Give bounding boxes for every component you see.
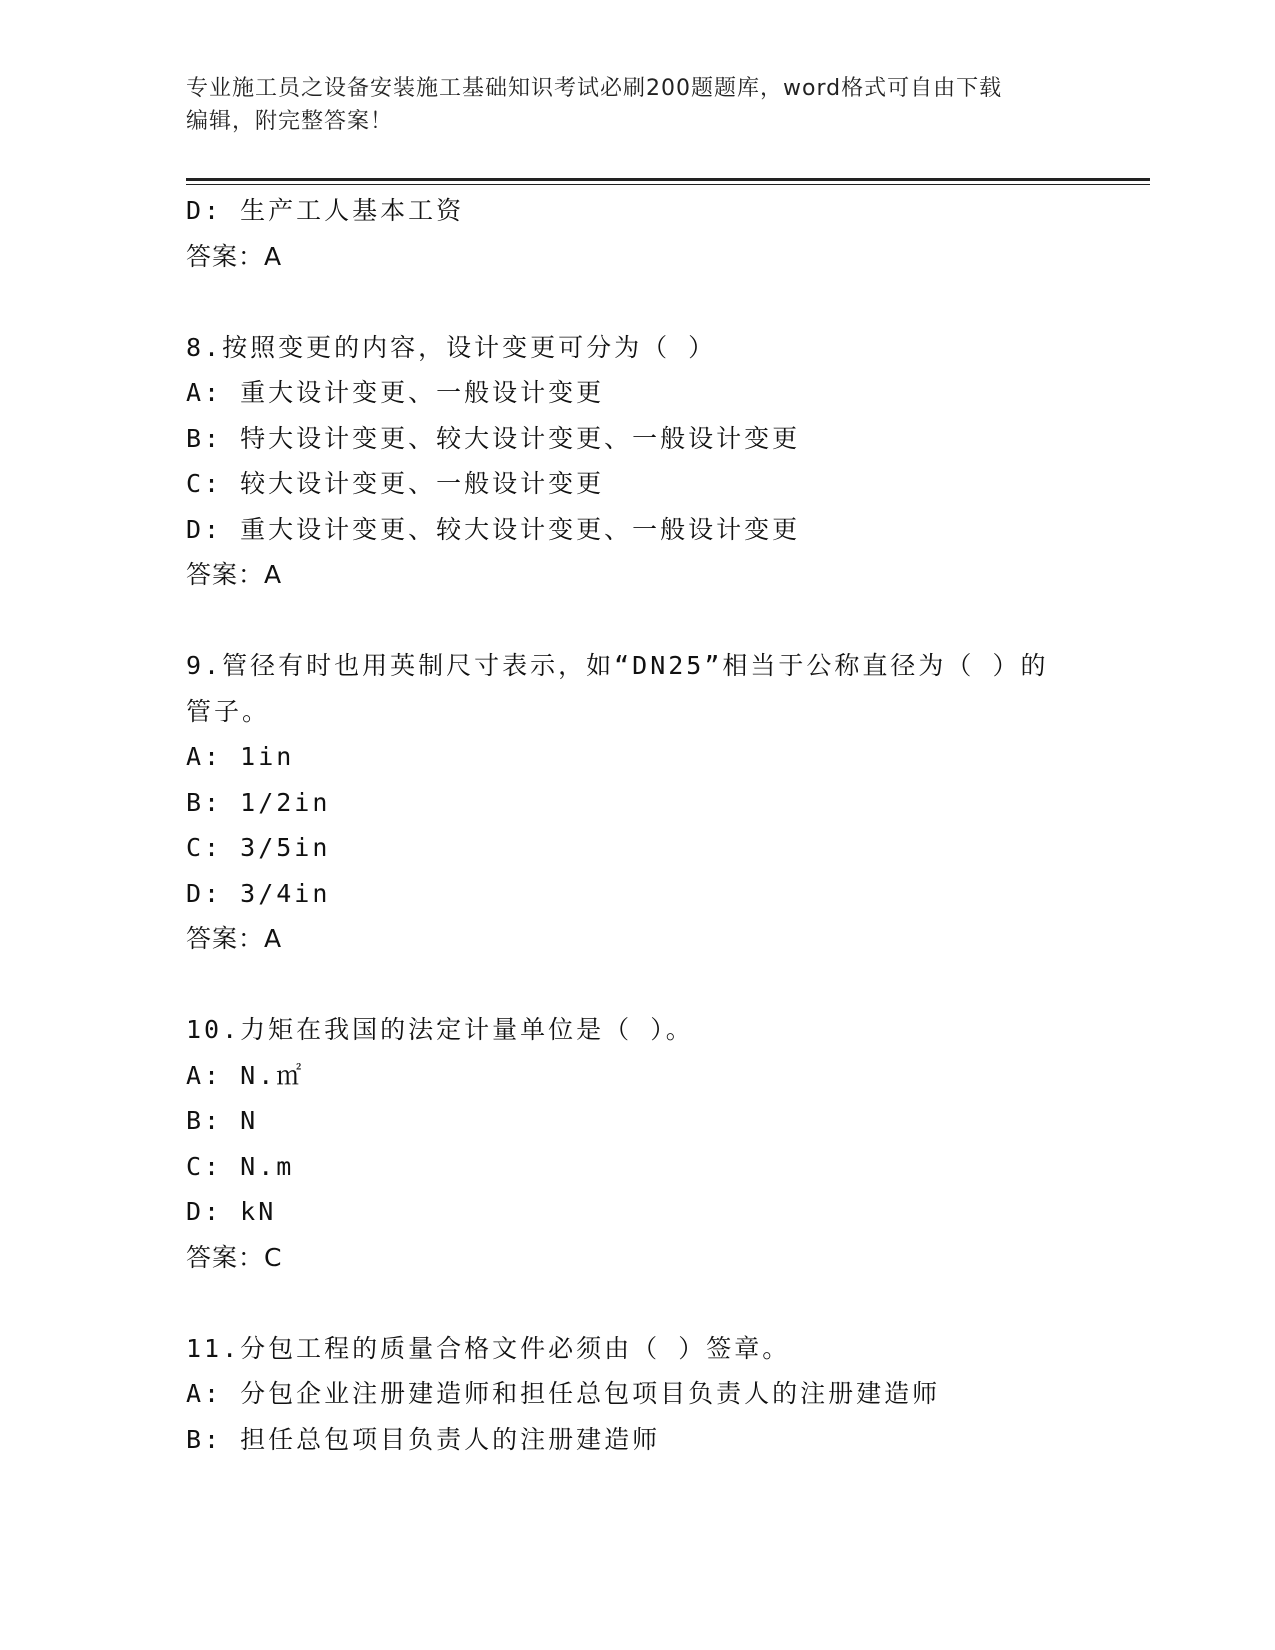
question-stem: 11.分包工程的质量合格文件必须由（ ）签章。 — [186, 1333, 791, 1363]
option-d: D: kN — [186, 1197, 277, 1226]
question-11 — [186, 1326, 1086, 1463]
option-a: A: 重大设计变更、一般设计变更 — [186, 378, 605, 407]
question-stem-line-1: 9.管径有时也用英制尺寸表示，如“DN25”相当于公称直径为（ ）的 — [186, 651, 1049, 680]
option-b: B: 担任总包项目负责人的注册建造师 — [186, 1424, 661, 1454]
question-9 — [186, 643, 1086, 962]
option-a: A: 1in — [186, 742, 295, 771]
document-header — [186, 72, 1066, 138]
spacer — [186, 279, 1086, 325]
option-b: B: 特大设计变更、较大设计变更、一般设计变更 — [186, 423, 801, 453]
option-c: C: 较大设计变更、一般设计变更 — [186, 469, 605, 498]
option-d: D: 3/4in — [186, 878, 331, 908]
question-stem: 8.按照变更的内容，设计变更可分为（ ） — [186, 332, 717, 362]
question-stem-line-2: 管子。 — [186, 696, 271, 726]
question-8 — [186, 325, 1086, 598]
option-d: D: 重大设计变更、较大设计变更、一般设计变更 — [186, 514, 801, 544]
header-divider-thick — [186, 178, 1150, 181]
header-title-line-2: 编辑，附完整答案！ — [186, 109, 394, 134]
prev-question-option-d: D: 生产工人基本工资 — [186, 196, 465, 225]
prev-question-answer: 答案：A — [186, 241, 283, 271]
question-content — [186, 188, 1086, 1462]
question-answer: 答案：C — [186, 1242, 283, 1272]
option-c: C: N.m — [186, 1151, 295, 1181]
option-a: A: N.㎡ — [186, 1060, 305, 1090]
question-10 — [186, 1007, 1086, 1280]
question-answer: 答案：A — [186, 924, 283, 953]
header-divider-thin — [186, 184, 1150, 185]
header-title-line-1: 专业施工员之设备安装施工基础知识考试必刷200题题库，word格式可自由下载 — [186, 76, 1003, 101]
question-stem: 10.力矩在我国的法定计量单位是（ ）。 — [186, 1015, 694, 1044]
spacer — [186, 598, 1086, 644]
question-answer: 答案：A — [186, 560, 283, 589]
spacer — [186, 1280, 1086, 1326]
spacer — [186, 962, 1086, 1008]
option-c: C: 3/5in — [186, 833, 331, 862]
option-b: B: 1/2in — [186, 787, 331, 817]
option-a: A: 分包企业注册建造师和担任总包项目负责人的注册建造师 — [186, 1379, 941, 1408]
option-b: B: N — [186, 1106, 259, 1135]
